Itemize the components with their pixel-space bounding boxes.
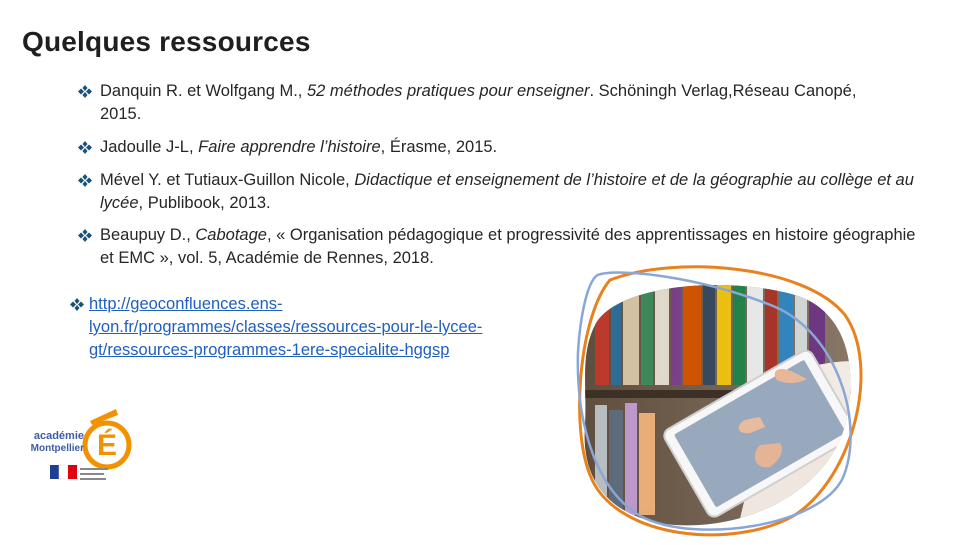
reference-details: . Schöningh Verlag,Réseau Canopé, 2015. bbox=[100, 82, 857, 123]
tablet-bookshelf-photo bbox=[555, 255, 865, 540]
logo-text-line1: académie bbox=[33, 430, 84, 442]
slide-title: Quelques ressources bbox=[22, 26, 311, 57]
geoconfluences-link[interactable]: http://geoconfluences.ens-lyon.fr/programmes/classes/ressources-pour-le-lycee-gt/ressources-programmes-1ere-specialite-hggsp bbox=[89, 295, 483, 359]
logo-letter: É bbox=[96, 429, 118, 462]
resource-link-item bbox=[89, 293, 559, 362]
reference-title: Faire apprendre l’histoire bbox=[198, 138, 381, 156]
reference-details: , Érasme, 2015. bbox=[380, 138, 498, 156]
reference-authors: Mével Y. et Tutiaux-Guillon Nicole, bbox=[100, 171, 355, 189]
reference-authors: Jadoulle J-L, bbox=[100, 138, 199, 156]
diamond-bullet-icon bbox=[78, 136, 92, 159]
reference-details: , « Organisation pédagogique et progressivité des apprentissages en histoire géographie et EMC », vol. 5, Académie de Rennes, 2018. bbox=[100, 226, 916, 267]
reference-item bbox=[100, 136, 890, 159]
reference-details: , Publibook, 2013. bbox=[138, 194, 271, 212]
academie-montpellier-logo bbox=[30, 405, 135, 500]
diamond-bullet-icon bbox=[78, 169, 92, 192]
reference-authors: Danquin R. et Wolfgang M., bbox=[100, 82, 307, 100]
reference-title: Cabotage bbox=[195, 226, 267, 244]
diamond-bullet-icon bbox=[70, 293, 84, 316]
diamond-bullet-icon bbox=[78, 224, 92, 247]
reference-authors: Beaupuy D., bbox=[100, 226, 196, 244]
logo-text-line2: Montpellier bbox=[30, 443, 84, 454]
diamond-bullet-icon bbox=[78, 80, 92, 103]
reference-item bbox=[100, 80, 890, 126]
reference-title: 52 méthodes pratiques pour enseigner bbox=[306, 82, 590, 100]
reference-item bbox=[100, 169, 920, 215]
reference-title: Didactique et enseignement de l’histoire et de la géographie au collège et au lycée bbox=[100, 171, 914, 212]
